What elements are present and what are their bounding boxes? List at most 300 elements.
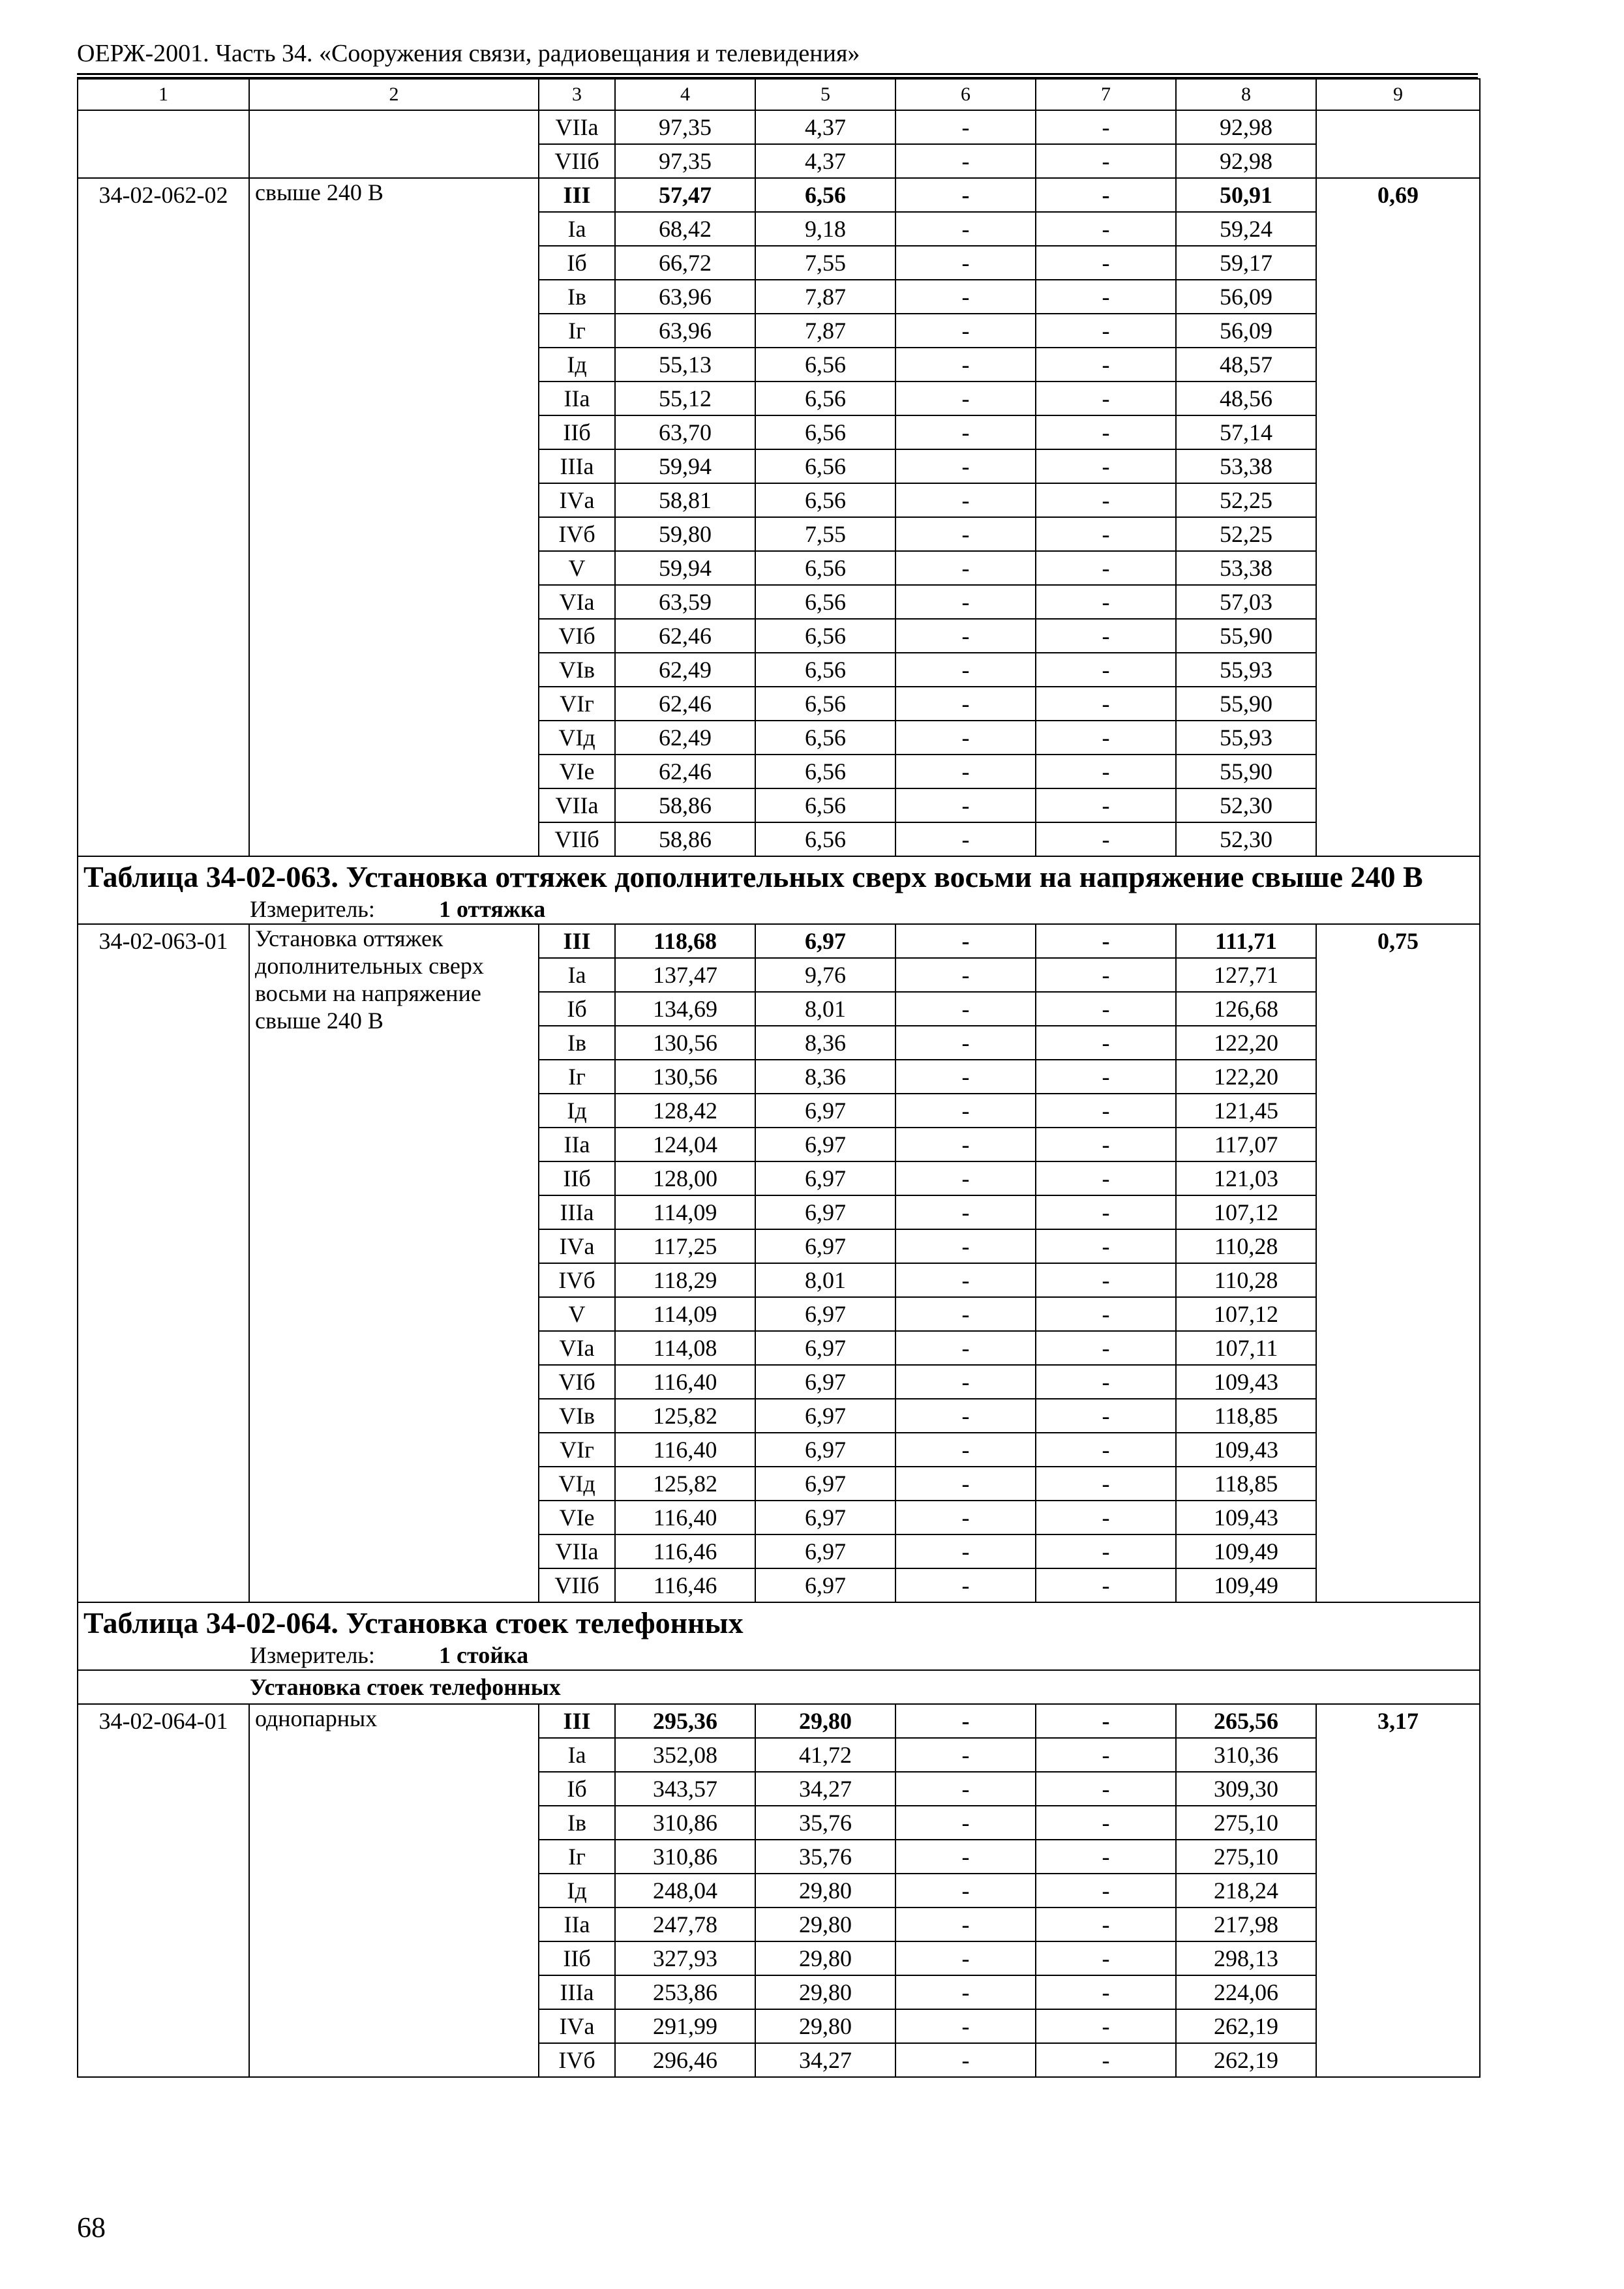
value-cell: - [895, 1772, 1036, 1806]
value-cell: Iг [539, 314, 615, 348]
value-cell: VIа [539, 585, 615, 619]
value-cell: - [1036, 1704, 1176, 1738]
value-cell: 6,97 [755, 1433, 895, 1467]
value-cell: - [895, 246, 1036, 280]
value-cell: 4,37 [755, 110, 895, 144]
value-cell: - [895, 1026, 1036, 1060]
value-cell: 9,18 [755, 212, 895, 246]
value-cell: 253,86 [615, 1975, 755, 2009]
value-cell: - [895, 585, 1036, 619]
value-cell: 8,01 [755, 992, 895, 1026]
value-cell: - [1036, 1908, 1176, 1941]
coefficient-cell [1316, 110, 1480, 178]
column-number: 7 [1036, 79, 1176, 110]
value-cell: Iв [539, 280, 615, 314]
value-cell: 137,47 [615, 958, 755, 992]
value-cell: 48,56 [1176, 382, 1316, 415]
value-cell: - [895, 1399, 1036, 1433]
value-cell: - [895, 212, 1036, 246]
page-number: 68 [77, 2211, 106, 2243]
value-cell: - [1036, 1874, 1176, 1908]
value-cell: IVа [539, 2009, 615, 2043]
code-cell [78, 110, 249, 178]
measure-label: Измеритель: [250, 896, 375, 922]
value-cell: IVа [539, 483, 615, 517]
value-cell: - [1036, 212, 1176, 246]
value-cell: VIв [539, 653, 615, 687]
value-cell: - [895, 1229, 1036, 1263]
value-cell: VIд [539, 1467, 615, 1501]
value-cell: 6,97 [755, 1501, 895, 1534]
value-cell: - [1036, 1975, 1176, 2009]
value-cell: 66,72 [615, 246, 755, 280]
value-cell: 111,71 [1176, 924, 1316, 958]
value-cell: Iв [539, 1026, 615, 1060]
value-cell: 6,56 [755, 822, 895, 856]
value-cell: 6,97 [755, 1161, 895, 1195]
value-cell: - [1036, 110, 1176, 144]
value-cell: 116,40 [615, 1433, 755, 1467]
value-cell: - [895, 1534, 1036, 1568]
value-cell: 6,56 [755, 788, 895, 822]
value-cell: 121,45 [1176, 1094, 1316, 1128]
value-cell: - [1036, 1806, 1176, 1840]
value-cell: - [895, 1874, 1036, 1908]
value-cell: 110,28 [1176, 1263, 1316, 1297]
value-cell: 62,46 [615, 687, 755, 721]
value-cell: 7,87 [755, 280, 895, 314]
value-cell: VIа [539, 1331, 615, 1365]
value-cell: 62,46 [615, 619, 755, 653]
value-cell: 35,76 [755, 1840, 895, 1874]
norms-table [77, 78, 1481, 2078]
value-cell: - [895, 1263, 1036, 1297]
value-cell: 57,03 [1176, 585, 1316, 619]
value-cell: 58,86 [615, 822, 755, 856]
value-cell: - [1036, 415, 1176, 449]
value-cell: 248,04 [615, 1874, 755, 1908]
value-cell: 55,93 [1176, 721, 1316, 755]
value-cell: 6,56 [755, 619, 895, 653]
name-cell: свыше 240 В [249, 178, 539, 856]
value-cell: VIIб [539, 822, 615, 856]
value-cell: 130,56 [615, 1060, 755, 1094]
value-cell: 34,27 [755, 1772, 895, 1806]
value-cell: 126,68 [1176, 992, 1316, 1026]
value-cell: Iа [539, 212, 615, 246]
column-number: 1 [78, 79, 249, 110]
value-cell: 327,93 [615, 1941, 755, 1975]
value-cell: VIг [539, 687, 615, 721]
value-cell: - [1036, 585, 1176, 619]
value-cell: VIд [539, 721, 615, 755]
value-cell: 6,97 [755, 1128, 895, 1161]
value-cell: - [1036, 1433, 1176, 1467]
value-cell: 55,90 [1176, 619, 1316, 653]
value-cell: 56,09 [1176, 314, 1316, 348]
value-cell: 116,46 [615, 1534, 755, 1568]
value-cell: - [1036, 1941, 1176, 1975]
value-cell: - [1036, 246, 1176, 280]
value-cell: - [895, 2043, 1036, 2077]
value-cell: - [1036, 619, 1176, 653]
value-cell: - [895, 1908, 1036, 1941]
value-cell: - [1036, 1026, 1176, 1060]
value-cell: 6,56 [755, 415, 895, 449]
value-cell: 41,72 [755, 1738, 895, 1772]
value-cell: VIе [539, 755, 615, 788]
value-cell: 63,96 [615, 314, 755, 348]
value-cell: 6,56 [755, 585, 895, 619]
value-cell: 57,14 [1176, 415, 1316, 449]
value-cell: VIб [539, 619, 615, 653]
value-cell: 117,07 [1176, 1128, 1316, 1161]
value-cell: 29,80 [755, 1941, 895, 1975]
value-cell: - [1036, 1128, 1176, 1161]
value-cell: - [895, 110, 1036, 144]
value-cell: 134,69 [615, 992, 755, 1026]
value-cell: 109,43 [1176, 1365, 1316, 1399]
value-cell: - [895, 483, 1036, 517]
value-cell: - [895, 1941, 1036, 1975]
value-cell: IIа [539, 1128, 615, 1161]
value-cell: 6,97 [755, 1195, 895, 1229]
coefficient-cell: 0,75 [1316, 924, 1480, 1602]
value-cell: 8,01 [755, 1263, 895, 1297]
value-cell: - [1036, 1365, 1176, 1399]
value-cell: 56,09 [1176, 280, 1316, 314]
value-cell: 7,55 [755, 517, 895, 551]
value-cell: VIIа [539, 110, 615, 144]
value-cell: - [1036, 653, 1176, 687]
table-title: Таблица 34-02-063. Установка оттяжек дополнительных сверх восьми на напряжение свыше 240 В [83, 860, 1423, 893]
table-row [78, 1704, 1480, 1738]
value-cell: V [539, 551, 615, 585]
value-cell: - [1036, 2043, 1176, 2077]
value-cell: 63,70 [615, 415, 755, 449]
value-cell: 352,08 [615, 1738, 755, 1772]
value-cell: 62,46 [615, 755, 755, 788]
value-cell: 63,59 [615, 585, 755, 619]
value-cell: 121,03 [1176, 1161, 1316, 1195]
value-cell: 6,97 [755, 924, 895, 958]
value-cell: 7,87 [755, 314, 895, 348]
value-cell: IVб [539, 517, 615, 551]
value-cell: 275,10 [1176, 1806, 1316, 1840]
value-cell: VIв [539, 1399, 615, 1433]
value-cell: V [539, 1297, 615, 1331]
value-cell: - [1036, 280, 1176, 314]
value-cell: 55,13 [615, 348, 755, 382]
value-cell: IIIа [539, 449, 615, 483]
column-number: 3 [539, 79, 615, 110]
column-number: 2 [249, 79, 539, 110]
value-cell: 6,97 [755, 1331, 895, 1365]
value-cell: 9,76 [755, 958, 895, 992]
value-cell: 262,19 [1176, 2009, 1316, 2043]
value-cell: - [895, 992, 1036, 1026]
value-cell: 53,38 [1176, 449, 1316, 483]
value-cell: - [1036, 1229, 1176, 1263]
value-cell: - [895, 1738, 1036, 1772]
running-header: ОЕРЖ-2001. Часть 34. «Сооружения связи, радиовещания и телевидения» [77, 40, 860, 67]
table-title: Таблица 34-02-064. Установка стоек телефонных [83, 1606, 744, 1639]
value-cell: III [539, 1704, 615, 1738]
value-cell: 298,13 [1176, 1941, 1316, 1975]
value-cell: - [1036, 483, 1176, 517]
value-cell: 8,36 [755, 1026, 895, 1060]
value-cell: 50,91 [1176, 178, 1316, 212]
value-cell: - [895, 822, 1036, 856]
column-number: 8 [1176, 79, 1316, 110]
value-cell: - [895, 721, 1036, 755]
measure-line [83, 1641, 1474, 1669]
value-cell: 6,56 [755, 449, 895, 483]
value-cell: 118,68 [615, 924, 755, 958]
value-cell: 52,25 [1176, 517, 1316, 551]
value-cell: 58,81 [615, 483, 755, 517]
value-cell: Iв [539, 1806, 615, 1840]
code-cell: 34-02-063-01 [78, 924, 249, 1602]
value-cell: 55,12 [615, 382, 755, 415]
value-cell: VIIа [539, 788, 615, 822]
value-cell: - [895, 517, 1036, 551]
value-cell: - [895, 1195, 1036, 1229]
value-cell: 53,38 [1176, 551, 1316, 585]
value-cell: 310,86 [615, 1840, 755, 1874]
value-cell: - [895, 144, 1036, 178]
value-cell: VIб [539, 1365, 615, 1399]
value-cell: 107,11 [1176, 1331, 1316, 1365]
value-cell: 310,36 [1176, 1738, 1316, 1772]
value-cell: - [895, 1365, 1036, 1399]
table-row [78, 924, 1480, 958]
value-cell: Iб [539, 246, 615, 280]
value-cell: 48,57 [1176, 348, 1316, 382]
table-title-cell [78, 1602, 1480, 1670]
value-cell: 262,19 [1176, 2043, 1316, 2077]
value-cell: - [1036, 992, 1176, 1026]
value-cell: 29,80 [755, 1874, 895, 1908]
value-cell: 116,40 [615, 1501, 755, 1534]
value-cell: 118,29 [615, 1263, 755, 1297]
value-cell: 92,98 [1176, 110, 1316, 144]
value-cell: 310,86 [615, 1806, 755, 1840]
value-cell: 55,90 [1176, 687, 1316, 721]
value-cell: 107,12 [1176, 1297, 1316, 1331]
value-cell: 6,97 [755, 1297, 895, 1331]
value-cell: 52,30 [1176, 822, 1316, 856]
value-cell: 343,57 [615, 1772, 755, 1806]
value-cell: - [1036, 382, 1176, 415]
value-cell: - [1036, 721, 1176, 755]
value-cell: - [895, 1501, 1036, 1534]
value-cell: - [1036, 788, 1176, 822]
value-cell: Iд [539, 348, 615, 382]
value-cell: 6,97 [755, 1399, 895, 1433]
header-rule [77, 73, 1478, 75]
value-cell: IIа [539, 382, 615, 415]
measure-line [83, 895, 1474, 923]
value-cell: 114,09 [615, 1195, 755, 1229]
value-cell: Iа [539, 958, 615, 992]
value-cell: 127,71 [1176, 958, 1316, 992]
value-cell: - [895, 1806, 1036, 1840]
value-cell: 4,37 [755, 144, 895, 178]
code-cell: 34-02-064-01 [78, 1704, 249, 2077]
value-cell: - [1036, 924, 1176, 958]
value-cell: 6,56 [755, 653, 895, 687]
value-cell: 6,56 [755, 755, 895, 788]
value-cell: - [895, 1297, 1036, 1331]
value-cell: VIIб [539, 144, 615, 178]
value-cell: III [539, 924, 615, 958]
value-cell: 122,20 [1176, 1060, 1316, 1094]
value-cell: - [895, 314, 1036, 348]
value-cell: 125,82 [615, 1467, 755, 1501]
value-cell: - [1036, 1094, 1176, 1128]
value-cell: IIа [539, 1908, 615, 1941]
value-cell: 128,42 [615, 1094, 755, 1128]
value-cell: - [895, 653, 1036, 687]
value-cell: 6,56 [755, 551, 895, 585]
value-cell: 29,80 [755, 1704, 895, 1738]
table-title-row [78, 1602, 1480, 1670]
value-cell: - [1036, 687, 1176, 721]
value-cell: III [539, 178, 615, 212]
value-cell: 128,00 [615, 1161, 755, 1195]
value-cell: 217,98 [1176, 1908, 1316, 1941]
value-cell: 6,97 [755, 1534, 895, 1568]
value-cell: - [1036, 1772, 1176, 1806]
name-cell [249, 110, 539, 178]
value-cell: 6,56 [755, 483, 895, 517]
value-cell: VIIа [539, 1534, 615, 1568]
value-cell: - [1036, 178, 1176, 212]
value-cell: VIIб [539, 1568, 615, 1602]
value-cell: - [895, 280, 1036, 314]
value-cell: - [895, 958, 1036, 992]
value-cell: 275,10 [1176, 1840, 1316, 1874]
value-cell: 55,93 [1176, 653, 1316, 687]
value-cell: - [1036, 1501, 1176, 1534]
table-body [78, 79, 1480, 2077]
value-cell: 29,80 [755, 1975, 895, 2009]
value-cell: 124,04 [615, 1128, 755, 1161]
value-cell: 58,86 [615, 788, 755, 822]
value-cell: Iб [539, 1772, 615, 1806]
value-cell: - [1036, 1568, 1176, 1602]
value-cell: - [1036, 755, 1176, 788]
value-cell: 7,55 [755, 246, 895, 280]
value-cell: IIIа [539, 1195, 615, 1229]
table-title-row [78, 856, 1480, 924]
value-cell: - [1036, 1297, 1176, 1331]
value-cell: 309,30 [1176, 1772, 1316, 1806]
value-cell: - [1036, 1331, 1176, 1365]
value-cell: 52,30 [1176, 788, 1316, 822]
value-cell: 6,97 [755, 1568, 895, 1602]
value-cell: 35,76 [755, 1806, 895, 1840]
value-cell: 118,85 [1176, 1399, 1316, 1433]
value-cell: 116,40 [615, 1365, 755, 1399]
value-cell: - [1036, 1467, 1176, 1501]
value-cell: IIб [539, 415, 615, 449]
value-cell: 29,80 [755, 2009, 895, 2043]
value-cell: IVб [539, 2043, 615, 2077]
value-cell: IIIа [539, 1975, 615, 2009]
value-cell: 224,06 [1176, 1975, 1316, 2009]
value-cell: 6,97 [755, 1094, 895, 1128]
value-cell: 6,56 [755, 382, 895, 415]
value-cell: - [895, 1840, 1036, 1874]
value-cell: 6,56 [755, 178, 895, 212]
code-cell: 34-02-062-02 [78, 178, 249, 856]
value-cell: - [1036, 958, 1176, 992]
value-cell: - [1036, 449, 1176, 483]
value-cell: - [895, 687, 1036, 721]
value-cell: 107,12 [1176, 1195, 1316, 1229]
value-cell: - [895, 1704, 1036, 1738]
value-cell: - [1036, 1738, 1176, 1772]
value-cell: 59,17 [1176, 246, 1316, 280]
value-cell: - [1036, 551, 1176, 585]
value-cell: 68,42 [615, 212, 755, 246]
value-cell: Iг [539, 1840, 615, 1874]
value-cell: 109,49 [1176, 1534, 1316, 1568]
value-cell: 130,56 [615, 1026, 755, 1060]
measure-value: 1 оттяжка [439, 896, 546, 922]
value-cell: Iа [539, 1738, 615, 1772]
value-cell: 52,25 [1176, 483, 1316, 517]
name-cell: Установка оттяжек дополнительных сверх восьми на напряжение свыше 240 В [249, 924, 539, 1602]
value-cell: - [895, 1094, 1036, 1128]
value-cell: 6,56 [755, 721, 895, 755]
value-cell: - [895, 449, 1036, 483]
value-cell: 247,78 [615, 1908, 755, 1941]
value-cell: - [895, 348, 1036, 382]
value-cell: 57,47 [615, 178, 755, 212]
value-cell: 291,99 [615, 2009, 755, 2043]
column-number-row [78, 79, 1480, 110]
table-row [78, 110, 1480, 144]
subheader-row [78, 1670, 1480, 1704]
value-cell: 114,08 [615, 1331, 755, 1365]
value-cell: - [895, 2009, 1036, 2043]
coefficient-cell: 3,17 [1316, 1704, 1480, 2077]
value-cell: 122,20 [1176, 1026, 1316, 1060]
value-cell: - [895, 415, 1036, 449]
value-cell: - [1036, 822, 1176, 856]
value-cell: VIе [539, 1501, 615, 1534]
value-cell: 109,49 [1176, 1568, 1316, 1602]
value-cell: 8,36 [755, 1060, 895, 1094]
subheader-cell: Установка стоек телефонных [78, 1670, 1480, 1704]
value-cell: 62,49 [615, 721, 755, 755]
value-cell: 59,80 [615, 517, 755, 551]
table-title-cell [78, 856, 1480, 924]
column-number: 4 [615, 79, 755, 110]
value-cell: - [895, 178, 1036, 212]
value-cell: 218,24 [1176, 1874, 1316, 1908]
column-number: 5 [755, 79, 895, 110]
value-cell: - [895, 1161, 1036, 1195]
value-cell: - [895, 788, 1036, 822]
value-cell: 59,94 [615, 551, 755, 585]
value-cell: - [895, 1128, 1036, 1161]
value-cell: 97,35 [615, 144, 755, 178]
value-cell: 116,46 [615, 1568, 755, 1602]
